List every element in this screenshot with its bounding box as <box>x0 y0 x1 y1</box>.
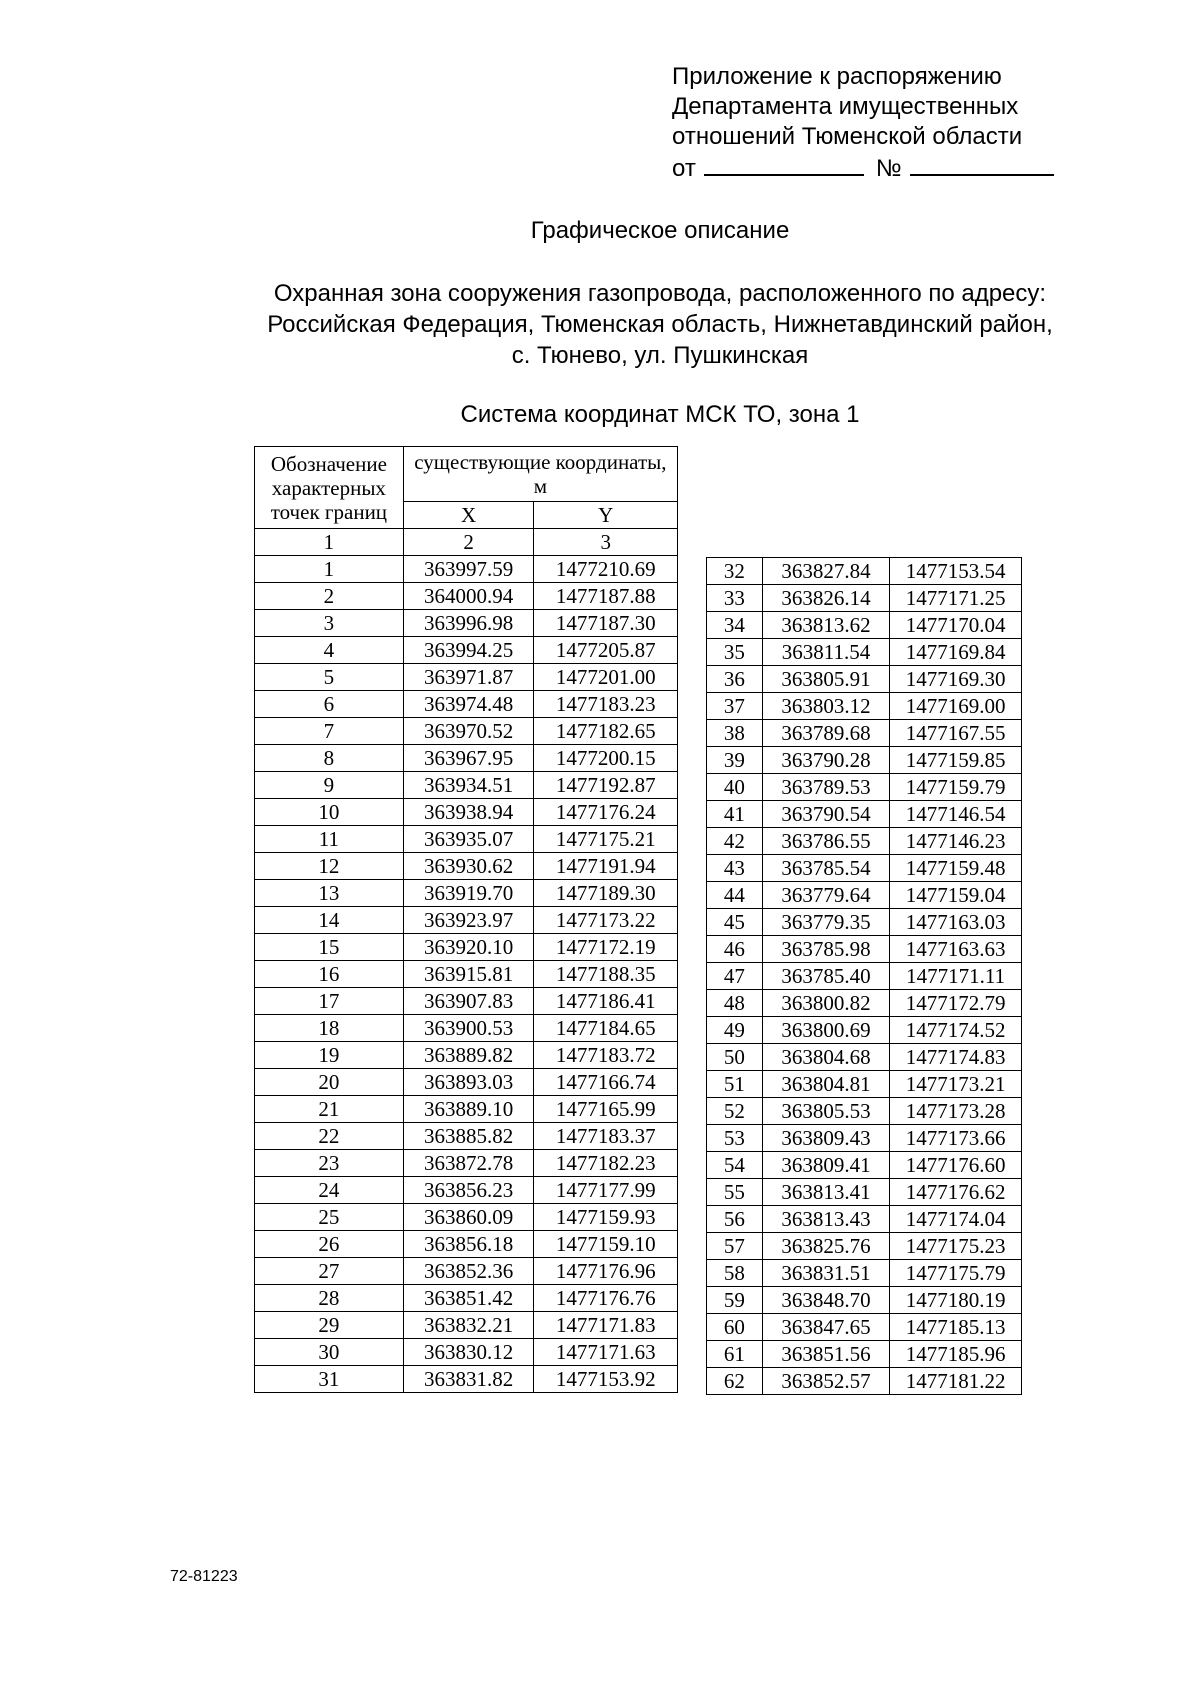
table-row <box>707 1314 1022 1341</box>
table-row <box>255 799 678 826</box>
point-number-cell: 56 <box>707 1206 763 1233</box>
x-coordinate-cell: 363872.78 <box>403 1150 534 1177</box>
x-coordinate-cell: 363907.83 <box>403 988 534 1015</box>
table-row <box>707 558 1022 585</box>
y-coordinate-cell: 1477176.24 <box>534 799 678 826</box>
point-number-cell: 60 <box>707 1314 763 1341</box>
point-number-cell: 52 <box>707 1098 763 1125</box>
point-number-cell: 55 <box>707 1179 763 1206</box>
point-number-cell: 29 <box>255 1312 404 1339</box>
x-coordinate-cell: 363826.14 <box>762 585 890 612</box>
x-coordinate-cell: 363811.54 <box>762 639 890 666</box>
x-coordinate-cell: 363790.28 <box>762 747 890 774</box>
point-number-cell: 22 <box>255 1123 404 1150</box>
x-coordinate-cell: 363997.59 <box>403 556 534 583</box>
y-coordinate-cell: 1477188.35 <box>534 961 678 988</box>
y-coordinate-cell: 1477171.25 <box>890 585 1022 612</box>
header-existing-coordinates: существующие координаты, м <box>403 447 677 502</box>
y-coordinate-cell: 1477173.21 <box>890 1071 1022 1098</box>
y-coordinate-cell: 1477175.23 <box>890 1233 1022 1260</box>
table-row <box>707 828 1022 855</box>
y-coordinate-cell: 1477171.83 <box>534 1312 678 1339</box>
point-number-cell: 7 <box>255 718 404 745</box>
x-coordinate-cell: 363856.23 <box>403 1177 534 1204</box>
y-coordinate-cell: 1477189.30 <box>534 880 678 907</box>
x-coordinate-cell: 363785.54 <box>762 855 890 882</box>
point-number-cell: 16 <box>255 961 404 988</box>
table-row <box>707 1179 1022 1206</box>
x-coordinate-cell: 363831.51 <box>762 1260 890 1287</box>
header-number-2: 2 <box>403 529 534 556</box>
y-coordinate-cell: 1477205.87 <box>534 637 678 664</box>
table-row <box>255 1042 678 1069</box>
point-number-cell: 14 <box>255 907 404 934</box>
y-coordinate-cell: 1477183.37 <box>534 1123 678 1150</box>
table-row <box>707 1233 1022 1260</box>
x-coordinate-cell: 363974.48 <box>403 691 534 718</box>
y-coordinate-cell: 1477182.65 <box>534 718 678 745</box>
x-coordinate-cell: 363889.82 <box>403 1042 534 1069</box>
point-number-cell: 49 <box>707 1017 763 1044</box>
point-number-cell: 43 <box>707 855 763 882</box>
x-coordinate-cell: 363930.62 <box>403 853 534 880</box>
table-row <box>255 1150 678 1177</box>
table-row <box>707 936 1022 963</box>
table-row <box>255 1339 678 1366</box>
x-coordinate-cell: 363813.41 <box>762 1179 890 1206</box>
x-coordinate-cell: 363809.43 <box>762 1125 890 1152</box>
y-coordinate-cell: 1477159.04 <box>890 882 1022 909</box>
point-number-cell: 44 <box>707 882 763 909</box>
table-row <box>255 1312 678 1339</box>
y-coordinate-cell: 1477191.94 <box>534 853 678 880</box>
table-row <box>707 720 1022 747</box>
x-coordinate-cell: 363847.65 <box>762 1314 890 1341</box>
y-coordinate-cell: 1477169.84 <box>890 639 1022 666</box>
y-coordinate-cell: 1477166.74 <box>534 1069 678 1096</box>
y-coordinate-cell: 1477187.88 <box>534 583 678 610</box>
x-coordinate-cell: 363830.12 <box>403 1339 534 1366</box>
x-coordinate-cell: 363800.69 <box>762 1017 890 1044</box>
point-number-cell: 48 <box>707 990 763 1017</box>
header-number-3: 3 <box>534 529 678 556</box>
y-coordinate-cell: 1477192.87 <box>534 772 678 799</box>
x-coordinate-cell: 363779.64 <box>762 882 890 909</box>
table-row <box>707 963 1022 990</box>
table-row <box>255 637 678 664</box>
x-coordinate-cell: 363852.36 <box>403 1258 534 1285</box>
y-coordinate-cell: 1477174.52 <box>890 1017 1022 1044</box>
point-number-cell: 30 <box>255 1339 404 1366</box>
y-coordinate-cell: 1477159.10 <box>534 1231 678 1258</box>
point-number-cell: 51 <box>707 1071 763 1098</box>
point-number-cell: 4 <box>255 637 404 664</box>
subject-line-1: Охранная зона сооружения газопровода, расположенного по адресу: <box>273 280 1047 307</box>
y-coordinate-cell: 1477200.15 <box>534 745 678 772</box>
table-row <box>707 882 1022 909</box>
point-number-cell: 3 <box>255 610 404 637</box>
table-row <box>255 1366 678 1393</box>
x-coordinate-cell: 363789.68 <box>762 720 890 747</box>
y-coordinate-cell: 1477153.54 <box>890 558 1022 585</box>
table-row <box>255 934 678 961</box>
table-row <box>707 693 1022 720</box>
x-coordinate-cell: 363900.53 <box>403 1015 534 1042</box>
header-number-1: 1 <box>255 529 404 556</box>
table-row <box>255 1231 678 1258</box>
x-coordinate-cell: 363920.10 <box>403 934 534 961</box>
y-coordinate-cell: 1477173.28 <box>890 1098 1022 1125</box>
table-row <box>255 1177 678 1204</box>
y-coordinate-cell: 1477187.30 <box>534 610 678 637</box>
point-number-cell: 1 <box>255 556 404 583</box>
point-number-cell: 33 <box>707 585 763 612</box>
y-coordinate-cell: 1477186.41 <box>534 988 678 1015</box>
table-row <box>255 961 678 988</box>
point-number-cell: 10 <box>255 799 404 826</box>
x-coordinate-cell: 363938.94 <box>403 799 534 826</box>
table-row <box>255 664 678 691</box>
table-row <box>255 745 678 772</box>
y-coordinate-cell: 1477174.83 <box>890 1044 1022 1071</box>
x-coordinate-cell: 363800.82 <box>762 990 890 1017</box>
y-coordinate-cell: 1477176.60 <box>890 1152 1022 1179</box>
point-number-cell: 45 <box>707 909 763 936</box>
x-coordinate-cell: 363804.68 <box>762 1044 890 1071</box>
point-number-cell: 23 <box>255 1150 404 1177</box>
y-coordinate-cell: 1477159.48 <box>890 855 1022 882</box>
number-sign: № <box>875 155 902 182</box>
point-number-cell: 36 <box>707 666 763 693</box>
x-coordinate-cell: 363805.53 <box>762 1098 890 1125</box>
point-number-cell: 34 <box>707 612 763 639</box>
y-coordinate-cell: 1477159.93 <box>534 1204 678 1231</box>
table-row <box>255 1015 678 1042</box>
point-number-cell: 61 <box>707 1341 763 1368</box>
x-coordinate-cell: 364000.94 <box>403 583 534 610</box>
y-coordinate-cell: 1477176.76 <box>534 1285 678 1312</box>
table-row <box>707 990 1022 1017</box>
table-row <box>255 1258 678 1285</box>
point-number-cell: 27 <box>255 1258 404 1285</box>
y-coordinate-cell: 1477170.04 <box>890 612 1022 639</box>
y-coordinate-cell: 1477176.62 <box>890 1179 1022 1206</box>
x-coordinate-cell: 363919.70 <box>403 880 534 907</box>
point-number-cell: 21 <box>255 1096 404 1123</box>
y-coordinate-cell: 1477177.99 <box>534 1177 678 1204</box>
x-coordinate-cell: 363786.55 <box>762 828 890 855</box>
table-row <box>255 853 678 880</box>
x-coordinate-cell: 363885.82 <box>403 1123 534 1150</box>
table-body-right <box>707 558 1022 1395</box>
y-coordinate-cell: 1477172.79 <box>890 990 1022 1017</box>
point-number-cell: 41 <box>707 801 763 828</box>
point-number-cell: 59 <box>707 1287 763 1314</box>
point-number-cell: 28 <box>255 1285 404 1312</box>
table-row <box>707 1341 1022 1368</box>
coordinates-table-left <box>254 446 678 1393</box>
table-row <box>255 718 678 745</box>
subject-line-3: с. Тюнево, ул. Пушкинская <box>511 342 809 369</box>
table-row <box>255 988 678 1015</box>
table-row <box>707 1044 1022 1071</box>
point-number-cell: 57 <box>707 1233 763 1260</box>
point-number-cell: 24 <box>255 1177 404 1204</box>
y-coordinate-cell: 1477183.23 <box>534 691 678 718</box>
table-row <box>707 612 1022 639</box>
table-row <box>255 907 678 934</box>
table-row <box>707 1368 1022 1395</box>
table-row <box>255 1204 678 1231</box>
x-coordinate-cell: 363923.97 <box>403 907 534 934</box>
x-coordinate-cell: 363915.81 <box>403 961 534 988</box>
y-coordinate-cell: 1477181.22 <box>890 1368 1022 1395</box>
x-coordinate-cell: 363832.21 <box>403 1312 534 1339</box>
date-prefix: от <box>672 155 696 182</box>
table-row <box>255 556 678 583</box>
table-row <box>707 1125 1022 1152</box>
date-blank <box>704 152 864 176</box>
y-coordinate-cell: 1477159.79 <box>890 774 1022 801</box>
y-coordinate-cell: 1477184.65 <box>534 1015 678 1042</box>
point-number-cell: 54 <box>707 1152 763 1179</box>
header-x: X <box>403 502 534 529</box>
document-title: Графическое описание <box>530 217 790 244</box>
y-coordinate-cell: 1477165.99 <box>534 1096 678 1123</box>
x-coordinate-cell: 363970.52 <box>403 718 534 745</box>
y-coordinate-cell: 1477171.11 <box>890 963 1022 990</box>
x-coordinate-cell: 363803.12 <box>762 693 890 720</box>
y-coordinate-cell: 1477172.19 <box>534 934 678 961</box>
appendix-line-1: Приложение к распоряжению <box>672 63 1002 90</box>
x-coordinate-cell: 363785.98 <box>762 936 890 963</box>
y-coordinate-cell: 1477171.63 <box>534 1339 678 1366</box>
subject-line-2: Российская Федерация, Тюменская область, Нижнетавдинский район, <box>267 311 1053 338</box>
point-number-cell: 15 <box>255 934 404 961</box>
point-number-cell: 26 <box>255 1231 404 1258</box>
y-coordinate-cell: 1477185.96 <box>890 1341 1022 1368</box>
x-coordinate-cell: 363851.56 <box>762 1341 890 1368</box>
y-coordinate-cell: 1477169.00 <box>890 693 1022 720</box>
number-blank <box>910 152 1054 176</box>
point-number-cell: 11 <box>255 826 404 853</box>
coordinate-system-label: Система координат МСК ТО, зона 1 <box>460 401 860 428</box>
table-row <box>255 583 678 610</box>
y-coordinate-cell: 1477183.72 <box>534 1042 678 1069</box>
table-row <box>255 610 678 637</box>
document-code: 72-81223 <box>170 1568 238 1585</box>
y-coordinate-cell: 1477159.85 <box>890 747 1022 774</box>
point-number-cell: 35 <box>707 639 763 666</box>
table-row <box>255 826 678 853</box>
x-coordinate-cell: 363831.82 <box>403 1366 534 1393</box>
y-coordinate-cell: 1477180.19 <box>890 1287 1022 1314</box>
table-row <box>255 1285 678 1312</box>
x-coordinate-cell: 363789.53 <box>762 774 890 801</box>
table-row <box>707 855 1022 882</box>
table-row <box>707 666 1022 693</box>
point-number-cell: 40 <box>707 774 763 801</box>
x-coordinate-cell: 363809.41 <box>762 1152 890 1179</box>
y-coordinate-cell: 1477201.00 <box>534 664 678 691</box>
x-coordinate-cell: 363994.25 <box>403 637 534 664</box>
x-coordinate-cell: 363889.10 <box>403 1096 534 1123</box>
appendix-line-3: отношений Тюменской области <box>672 123 1023 150</box>
point-number-cell: 13 <box>255 880 404 907</box>
table-row <box>707 909 1022 936</box>
y-coordinate-cell: 1477175.79 <box>890 1260 1022 1287</box>
point-number-cell: 19 <box>255 1042 404 1069</box>
table-row <box>255 772 678 799</box>
table-row <box>707 639 1022 666</box>
point-number-cell: 2 <box>255 583 404 610</box>
x-coordinate-cell: 363996.98 <box>403 610 534 637</box>
point-number-cell: 9 <box>255 772 404 799</box>
table-row <box>707 1206 1022 1233</box>
x-coordinate-cell: 363813.62 <box>762 612 890 639</box>
subject-block <box>0 278 1200 371</box>
x-coordinate-cell: 363860.09 <box>403 1204 534 1231</box>
y-coordinate-cell: 1477173.22 <box>534 907 678 934</box>
table-row <box>707 1017 1022 1044</box>
y-coordinate-cell: 1477163.63 <box>890 936 1022 963</box>
table-body-left <box>255 556 678 1393</box>
point-number-cell: 17 <box>255 988 404 1015</box>
x-coordinate-cell: 363851.42 <box>403 1285 534 1312</box>
x-coordinate-cell: 363935.07 <box>403 826 534 853</box>
table-row <box>707 1287 1022 1314</box>
y-coordinate-cell: 1477146.23 <box>890 828 1022 855</box>
point-number-cell: 47 <box>707 963 763 990</box>
point-number-cell: 25 <box>255 1204 404 1231</box>
x-coordinate-cell: 363779.35 <box>762 909 890 936</box>
y-coordinate-cell: 1477174.04 <box>890 1206 1022 1233</box>
x-coordinate-cell: 363967.95 <box>403 745 534 772</box>
point-number-cell: 5 <box>255 664 404 691</box>
x-coordinate-cell: 363848.70 <box>762 1287 890 1314</box>
point-number-cell: 46 <box>707 936 763 963</box>
x-coordinate-cell: 363825.76 <box>762 1233 890 1260</box>
table-row <box>707 585 1022 612</box>
y-coordinate-cell: 1477210.69 <box>534 556 678 583</box>
point-number-cell: 62 <box>707 1368 763 1395</box>
point-number-cell: 42 <box>707 828 763 855</box>
x-coordinate-cell: 363785.40 <box>762 963 890 990</box>
table-row <box>255 1123 678 1150</box>
table-row <box>255 1096 678 1123</box>
x-coordinate-cell: 363805.91 <box>762 666 890 693</box>
y-coordinate-cell: 1477185.13 <box>890 1314 1022 1341</box>
y-coordinate-cell: 1477146.54 <box>890 801 1022 828</box>
point-number-cell: 50 <box>707 1044 763 1071</box>
point-number-cell: 8 <box>255 745 404 772</box>
table-row <box>255 880 678 907</box>
y-coordinate-cell: 1477167.55 <box>890 720 1022 747</box>
point-number-cell: 39 <box>707 747 763 774</box>
x-coordinate-cell: 363813.43 <box>762 1206 890 1233</box>
x-coordinate-cell: 363852.57 <box>762 1368 890 1395</box>
y-coordinate-cell: 1477175.21 <box>534 826 678 853</box>
table-row <box>707 1152 1022 1179</box>
table-row <box>255 691 678 718</box>
table-row <box>255 1069 678 1096</box>
point-number-cell: 37 <box>707 693 763 720</box>
x-coordinate-cell: 363790.54 <box>762 801 890 828</box>
y-coordinate-cell: 1477176.96 <box>534 1258 678 1285</box>
appendix-date-number-line <box>672 152 1054 184</box>
x-coordinate-cell: 363804.81 <box>762 1071 890 1098</box>
table-row <box>707 747 1022 774</box>
point-number-cell: 31 <box>255 1366 404 1393</box>
point-number-cell: 6 <box>255 691 404 718</box>
y-coordinate-cell: 1477173.66 <box>890 1125 1022 1152</box>
y-coordinate-cell: 1477163.03 <box>890 909 1022 936</box>
point-number-cell: 32 <box>707 558 763 585</box>
y-coordinate-cell: 1477182.23 <box>534 1150 678 1177</box>
x-coordinate-cell: 363856.18 <box>403 1231 534 1258</box>
table-row <box>707 1071 1022 1098</box>
header-y: Y <box>534 502 678 529</box>
x-coordinate-cell: 363971.87 <box>403 664 534 691</box>
point-number-cell: 58 <box>707 1260 763 1287</box>
appendix-line-2: Департамента имущественных <box>672 93 1019 120</box>
header-designation: Обозначение характерных точек границ <box>255 447 404 529</box>
y-coordinate-cell: 1477153.92 <box>534 1366 678 1393</box>
x-coordinate-cell: 363893.03 <box>403 1069 534 1096</box>
table-row <box>707 1260 1022 1287</box>
point-number-cell: 38 <box>707 720 763 747</box>
table-row <box>707 1098 1022 1125</box>
point-number-cell: 18 <box>255 1015 404 1042</box>
point-number-cell: 12 <box>255 853 404 880</box>
coordinates-table-right <box>706 557 1022 1395</box>
x-coordinate-cell: 363827.84 <box>762 558 890 585</box>
y-coordinate-cell: 1477169.30 <box>890 666 1022 693</box>
table-row <box>707 774 1022 801</box>
x-coordinate-cell: 363934.51 <box>403 772 534 799</box>
table-row <box>707 801 1022 828</box>
appendix-header <box>672 62 1054 184</box>
point-number-cell: 53 <box>707 1125 763 1152</box>
point-number-cell: 20 <box>255 1069 404 1096</box>
